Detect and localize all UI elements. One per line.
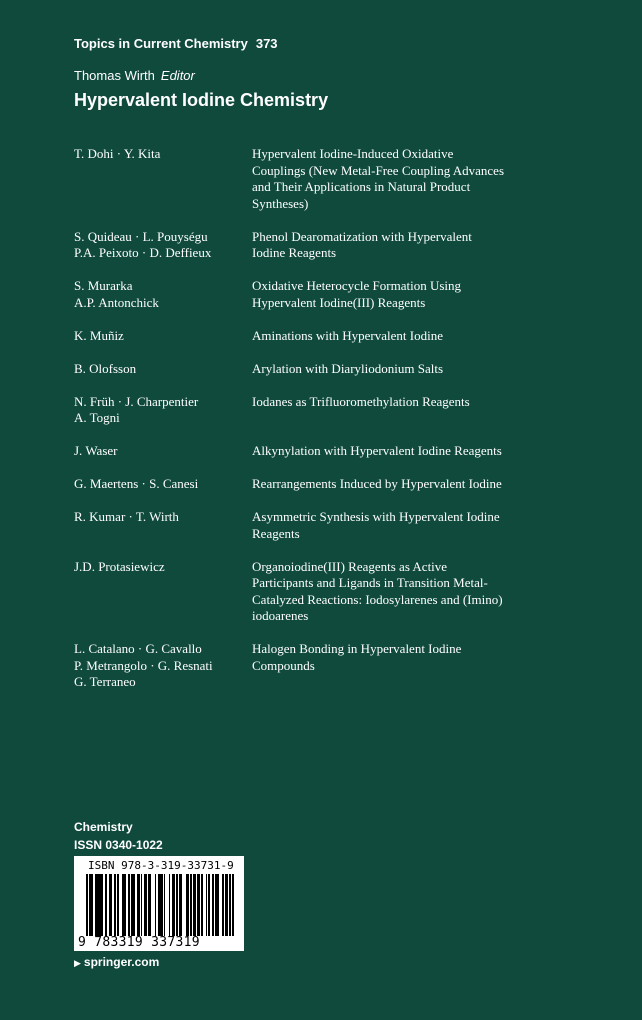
toc-chapter-title bbox=[252, 361, 532, 378]
toc-chapter-title bbox=[252, 443, 532, 460]
toc-row bbox=[74, 641, 544, 691]
barcode-bar bbox=[161, 874, 163, 936]
chapter-title-line: Iodanes as Trifluoromethylation Reagents bbox=[252, 393, 470, 409]
series-line bbox=[74, 36, 278, 51]
toc-row bbox=[74, 443, 544, 460]
toc-authors bbox=[74, 361, 252, 378]
barcode-bar bbox=[209, 874, 210, 936]
chapter-title-line: Arylation with Diaryliodonium Salts bbox=[252, 360, 444, 376]
toc-chapter-title bbox=[252, 559, 532, 625]
author-line: J. Waser bbox=[74, 443, 118, 458]
barcode-bar bbox=[125, 874, 126, 936]
toc-row bbox=[74, 559, 544, 625]
chapter-title-line: Reagents bbox=[252, 525, 300, 541]
toc-authors bbox=[74, 559, 252, 625]
publisher-url: springer.com bbox=[83, 955, 160, 969]
issn-label: ISSN 0340-1022 bbox=[74, 838, 163, 852]
chapter-title-line: and Their Applications in Natural Product bbox=[252, 179, 471, 194]
toc-row bbox=[74, 278, 544, 311]
chapter-title-line: iodoarenes bbox=[252, 608, 309, 623]
barcode-bar bbox=[229, 874, 230, 936]
editor-name: Thomas Wirth bbox=[74, 68, 155, 83]
toc-authors bbox=[74, 509, 252, 542]
chapter-title-line: Asymmetric Synthesis with Hypervalent Iodine bbox=[252, 509, 500, 524]
toc-row bbox=[74, 328, 544, 345]
chapter-title-line: Rearrangements Induced by Hypervalent Iodine bbox=[252, 476, 502, 491]
toc-chapter-title bbox=[252, 146, 532, 212]
barcode-bar bbox=[133, 874, 135, 936]
barcode-bar bbox=[105, 874, 107, 936]
arrow-right-icon: ▶ bbox=[74, 958, 81, 968]
chapter-title-line: Hypervalent Iodine(III) Reagents bbox=[252, 294, 426, 310]
toc-authors bbox=[74, 278, 252, 311]
chapter-title-line: Aminations with Hypervalent Iodine bbox=[252, 327, 443, 343]
toc-authors bbox=[74, 476, 252, 493]
barcode-bar bbox=[102, 874, 103, 936]
barcode-bar bbox=[111, 874, 112, 936]
barcode-bars bbox=[86, 874, 234, 936]
author-line: L. Catalano · G. Cavallo bbox=[74, 641, 202, 656]
barcode-bar bbox=[187, 874, 188, 936]
toc-authors bbox=[74, 328, 252, 345]
barcode-bar bbox=[91, 874, 93, 936]
author-line: T. Dohi · Y. Kita bbox=[74, 146, 161, 161]
author-line: K. Muñiz bbox=[74, 327, 124, 343]
editor-line bbox=[74, 68, 195, 83]
series-volume: 373 bbox=[255, 36, 278, 51]
chapter-title-line: Alkynylation with Hypervalent Iodine Reagents bbox=[252, 443, 502, 458]
author-line: G. Maertens · S. Canesi bbox=[74, 476, 199, 491]
editor-role: Editor bbox=[160, 68, 195, 83]
barcode-bar bbox=[141, 874, 142, 936]
barcode-bar bbox=[150, 874, 151, 936]
chapter-title-line: Catalyzed Reactions: Iodosylarenes and (Imino) bbox=[252, 591, 503, 607]
toc-authors bbox=[74, 443, 252, 460]
toc-chapter-title bbox=[252, 328, 532, 345]
table-of-contents bbox=[74, 146, 544, 707]
toc-chapter-title bbox=[252, 394, 532, 427]
author-line: S. Quideau · L. Pouységu bbox=[74, 228, 208, 244]
barcode-bar bbox=[193, 874, 195, 936]
barcode-bar bbox=[164, 874, 165, 936]
publisher-link[interactable] bbox=[74, 955, 159, 969]
barcode-bar bbox=[190, 874, 191, 936]
barcode-bar bbox=[226, 874, 228, 936]
barcode-bar bbox=[95, 874, 97, 936]
toc-row bbox=[74, 509, 544, 542]
author-line: G. Terraneo bbox=[74, 674, 136, 689]
toc-chapter-title bbox=[252, 229, 532, 262]
toc-row bbox=[74, 146, 544, 212]
barcode-bar bbox=[117, 874, 118, 936]
author-line: N. Früh · J. Charpentier bbox=[74, 393, 199, 409]
chapter-title-line: Oxidative Heterocycle Formation Using bbox=[252, 278, 462, 293]
author-line: P.A. Peixoto · D. Deffieux bbox=[74, 245, 212, 260]
barcode-bar bbox=[212, 874, 214, 936]
toc-row bbox=[74, 394, 544, 427]
barcode-bar bbox=[217, 874, 219, 936]
series-name: Topics in Current Chemistry bbox=[74, 36, 248, 51]
toc-authors bbox=[74, 229, 252, 262]
chapter-title-line: Compounds bbox=[252, 657, 315, 673]
barcode-bar bbox=[176, 874, 177, 936]
author-line: S. Murarka bbox=[74, 278, 133, 293]
author-line: R. Kumar · T. Wirth bbox=[74, 509, 179, 524]
barcode-bar bbox=[201, 874, 202, 936]
barcode-bar bbox=[145, 874, 146, 936]
author-line: B. Olofsson bbox=[74, 360, 137, 376]
toc-chapter-title bbox=[252, 476, 532, 493]
chapter-title-line: Hypervalent Iodine-Induced Oxidative bbox=[252, 146, 454, 161]
barcode-bar bbox=[173, 874, 174, 936]
toc-row bbox=[74, 361, 544, 378]
toc-authors bbox=[74, 394, 252, 427]
chapter-title-line: Participants and Ligands in Transition Metal- bbox=[252, 575, 488, 590]
author-line: J.D. Protasiewicz bbox=[74, 558, 165, 574]
barcode-bar bbox=[232, 874, 233, 936]
author-line: A. Togni bbox=[74, 410, 120, 425]
subject-label: Chemistry bbox=[74, 820, 133, 834]
barcode-bar bbox=[222, 874, 224, 936]
author-line: P. Metrangolo · G. Resnati bbox=[74, 657, 213, 673]
author-line: A.P. Antonchick bbox=[74, 294, 159, 310]
barcode-bar bbox=[114, 874, 116, 936]
toc-authors bbox=[74, 146, 252, 212]
barcode-bar bbox=[198, 874, 200, 936]
toc-row bbox=[74, 476, 544, 493]
chapter-title-line: Syntheses) bbox=[252, 195, 309, 211]
barcode-bar bbox=[155, 874, 156, 936]
toc-chapter-title bbox=[252, 278, 532, 311]
isbn-text: ISBN 978-3-319-33731-9 bbox=[88, 859, 234, 872]
chapter-title-line: Iodine Reagents bbox=[252, 245, 337, 260]
isbn-barcode bbox=[74, 856, 244, 951]
barcode-bar bbox=[169, 874, 170, 936]
chapter-title-line: Couplings (New Metal-Free Coupling Advances bbox=[252, 162, 505, 178]
barcode-bar bbox=[86, 874, 88, 936]
toc-authors bbox=[74, 641, 252, 691]
toc-row bbox=[74, 229, 544, 262]
chapter-title-line: Phenol Dearomatization with Hypervalent bbox=[252, 228, 472, 244]
barcode-bar bbox=[128, 874, 130, 936]
ean-digits: 9 783319 337319 bbox=[78, 935, 200, 950]
chapter-title-line: Halogen Bonding in Hypervalent Iodine bbox=[252, 641, 462, 656]
toc-chapter-title bbox=[252, 509, 532, 542]
toc-chapter-title bbox=[252, 641, 532, 691]
chapter-title-line: Organoiodine(III) Reagents as Active bbox=[252, 558, 448, 574]
barcode-bar bbox=[181, 874, 182, 936]
barcode-bar bbox=[137, 874, 139, 936]
book-title: Hypervalent Iodine Chemistry bbox=[74, 90, 329, 110]
